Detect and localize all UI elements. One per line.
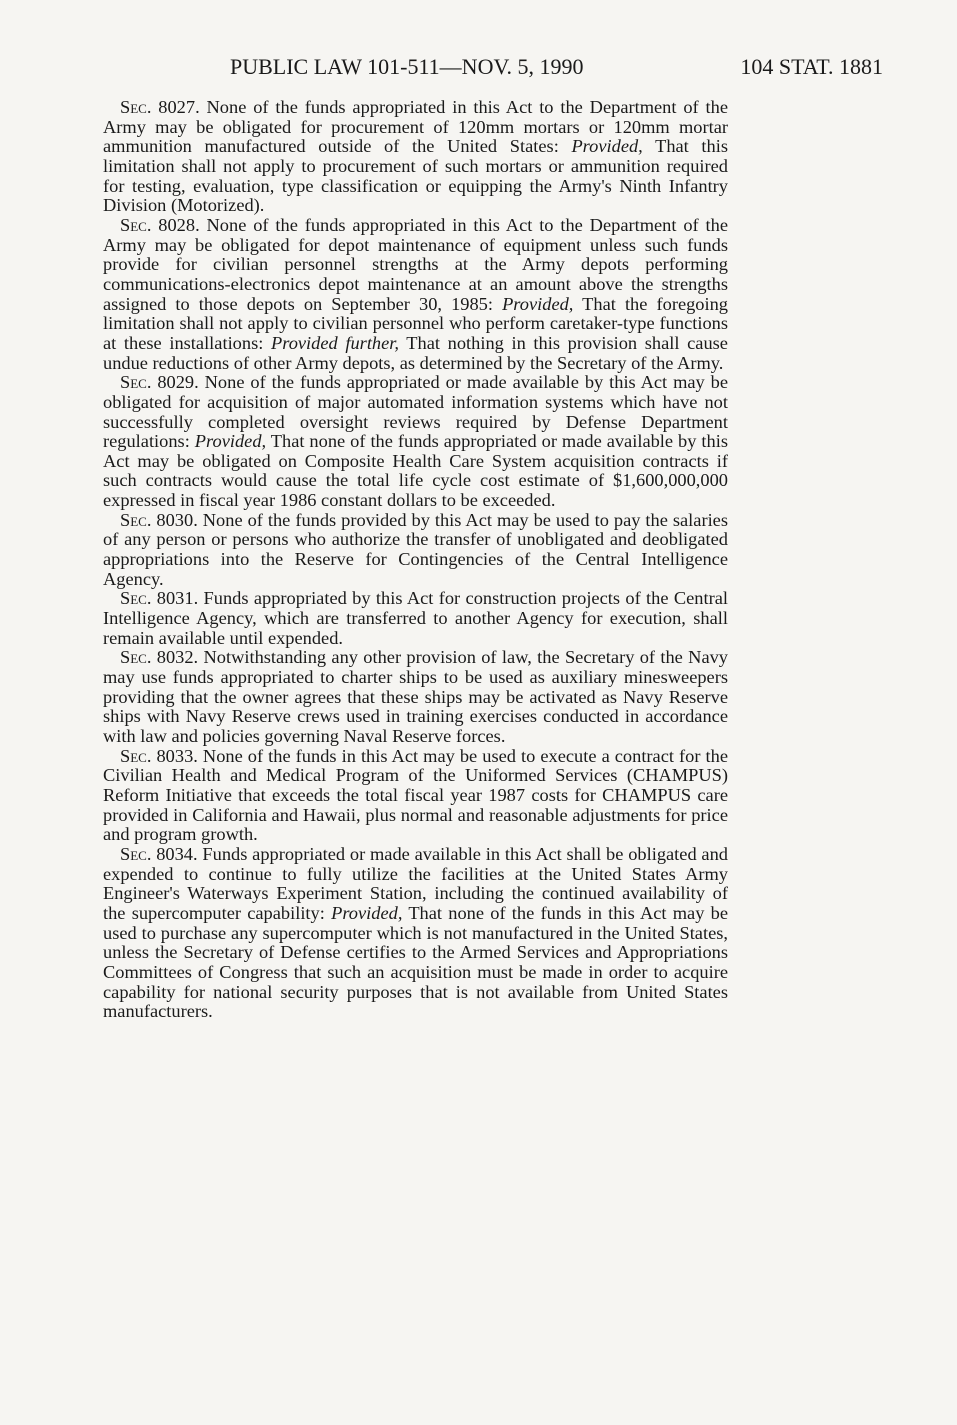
section-label: Sec. 8032.	[120, 647, 199, 668]
section-8030	[103, 511, 728, 590]
section-text: None of the funds appropriated in this Act to the Department of the Army may be obligated for procurement of 120mm mortars or 120mm mortar ammunition manufactured outside of the United States:	[103, 97, 728, 157]
section-text: That nothing in this provision shall cause undue reductions of other Army depots, as determined by the Secretary of the Army.	[103, 332, 728, 373]
section-8033	[103, 747, 728, 845]
section-label: Sec. 8030.	[120, 509, 198, 530]
document-body	[103, 98, 728, 1022]
section-label: Sec. 8033.	[120, 745, 198, 766]
proviso: Provided,	[502, 293, 574, 314]
section-label: Sec. 8027.	[120, 97, 200, 117]
section-text: None of the funds provided by this Act may be used to pay the salaries of any person or persons who authorize the transfer of unobligated and deobligated appropriations into the Reserve for Contingencies of the Central Intelligence Agency.	[103, 509, 728, 589]
proviso: Provided,	[571, 136, 643, 157]
section-label: Sec. 8028.	[120, 214, 200, 235]
section-8027	[103, 98, 728, 216]
section-8032	[103, 648, 728, 746]
section-text: That this limitation shall not apply to procurement of such mortars or ammunition required for testing, evaluation, type classification or equipping the Army's Ninth Infantry Division (Motorized).	[103, 136, 728, 216]
running-title: PUBLIC LAW 101-511—NOV. 5, 1990	[230, 54, 584, 79]
proviso: Provided,	[331, 902, 403, 923]
section-text: Funds appropriated or made available in this Act shall be obligated and expended to continue to fully utilize the facilities at the United States Army Engineer's Waterways Experiment Station, including the continued availability of the supercomputer capability:	[103, 843, 728, 923]
section-8034	[103, 845, 728, 1022]
section-text: Notwithstanding any other provision of law, the Secretary of the Navy may use funds appropriated to charter ships to be used as auxiliary minesweepers providing that the owner agrees that these ships may be activated as Navy Reserve ships with Navy Reserve crews used in training exercises conducted in accordance with law and policies governing Naval Reserve forces.	[103, 647, 728, 746]
section-8028	[103, 216, 728, 373]
proviso: Provided further,	[270, 332, 399, 353]
section-label: Sec. 8031.	[120, 588, 199, 609]
section-text: That none of the funds in this Act may be used to purchase any supercomputer which is not manufactured in the United States, unless the Secretary of Defense certifies to the Armed Services and Appropriations Committees of Congress that such an acquisition must be made in order to acquire capability for national security purposes that is not available from United States manufacturers.	[103, 902, 728, 1022]
section-8031	[103, 589, 728, 648]
section-8029	[103, 373, 728, 511]
section-text: That the foregoing limitation shall not apply to civilian personnel who perform caretaker-type functions at these installations:	[103, 293, 728, 353]
section-text: None of the funds appropriated in this Act to the Department of the Army may be obligated for depot maintenance of equipment unless such funds provide for civilian personnel strengths at the Army depots performing communications-electronics depot maintenance at an amount above the strengths assigned to those depots on September 30, 1985:	[103, 214, 728, 314]
section-text: That none of the funds appropriated or made available by this Act may be obligated on Composite Health Care System acquisition contracts if such contracts would cause the total life cycle cost estimate of $1,600,000,000 expressed in fiscal year 1986 constant dollars to be exceeded.	[103, 431, 728, 511]
section-label: Sec. 8034.	[120, 843, 198, 864]
statute-page-number: 104 STAT. 1881	[740, 54, 883, 79]
section-label: Sec. 8029.	[120, 372, 199, 393]
section-text: None of the funds in this Act may be used to execute a contract for the Civilian Health and Medical Program of the Uniformed Services (CHAMPUS) Reform Initiative that exceeds the total fiscal year 1987 costs for CHAMPUS care provided in California and Hawaii, plus normal and reasonable adjustments for price and program growth.	[103, 745, 728, 845]
section-text: Funds appropriated by this Act for construction projects of the Central Intelligence Agency, which are transferred to another Agency for execution, shall remain available until expended.	[103, 588, 729, 648]
proviso: Provided,	[194, 431, 267, 452]
section-text: None of the funds appropriated or made available by this Act may be obligated for acquisition of major automated information systems which have not successfully completed oversight reviews required by Defense Department regulations:	[103, 372, 728, 452]
